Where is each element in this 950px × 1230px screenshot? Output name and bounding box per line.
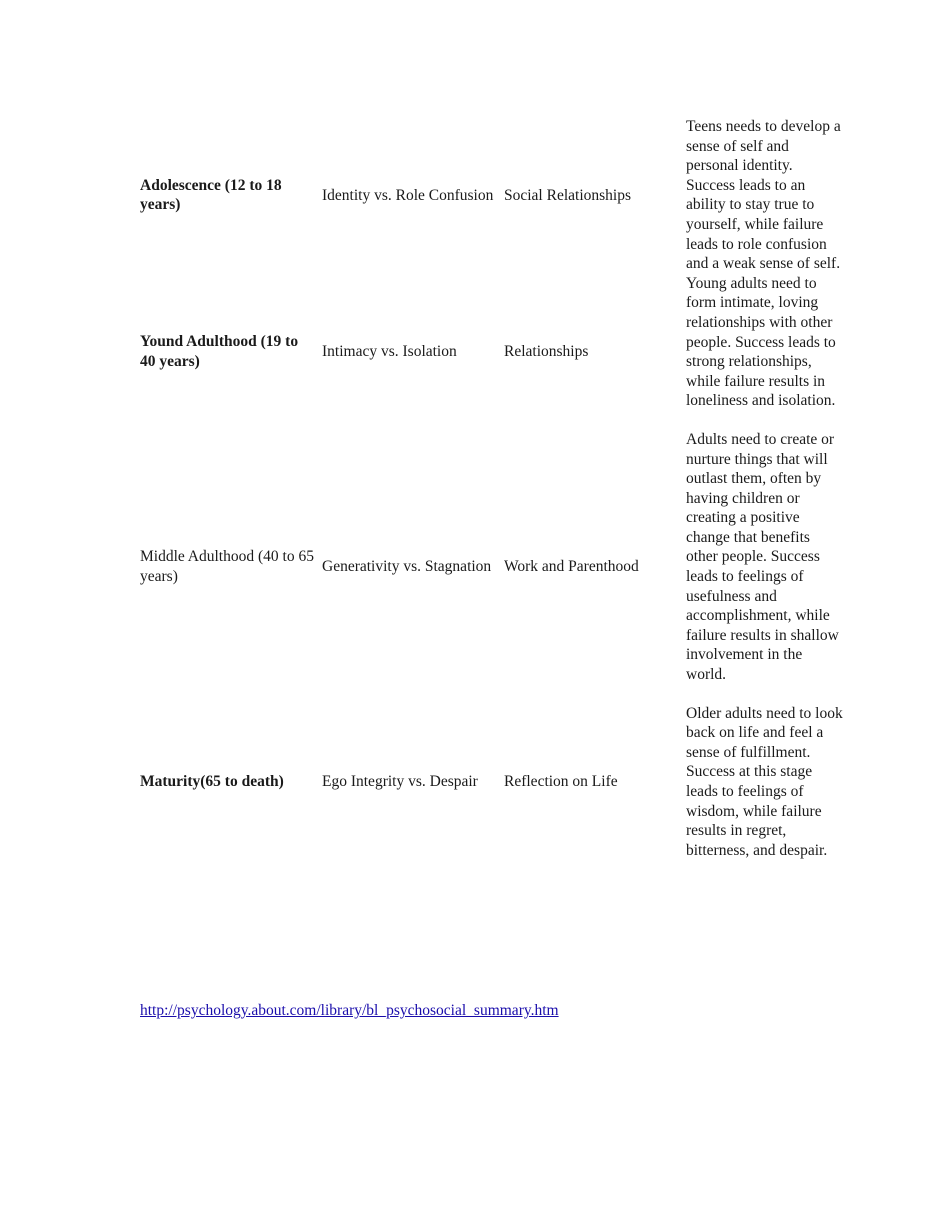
crisis-cell: Ego Integrity vs. Despair xyxy=(322,773,478,791)
crisis-cell: Generativity vs. Stagnation xyxy=(322,557,492,575)
event-cell: Relationships xyxy=(504,343,589,361)
table-row xyxy=(134,704,844,861)
table-row xyxy=(134,274,844,430)
table-row xyxy=(134,117,844,274)
stage-cell: Middle Adulthood (40 to 65 years) xyxy=(140,548,314,585)
event-cell: Social Relationships xyxy=(504,186,632,204)
stage-cell: Yound Adulthood (19 to 40 years) xyxy=(140,333,299,370)
table-row xyxy=(134,430,844,704)
event-cell: Reflection on Life xyxy=(504,773,618,791)
description-cell: Older adults need to look back on life and feel a sense of fulfillment. Success at this stage leads to feelings of wisdom, while failure results in regret, bitterness, and despair. xyxy=(686,704,843,859)
source-link[interactable]: http://psychology.about.com/library/bl_psychosocial_summary.htm xyxy=(140,1002,559,1019)
description-cell: Teens needs to develop a sense of self and personal identity. Success leads to an ability to stay true to yourself, while failure leads to role confusion and a weak sense of self. xyxy=(686,118,841,273)
stage-cell: Adolescence (12 to 18 years) xyxy=(140,176,282,214)
stage-cell: Maturity(65 to death) xyxy=(140,773,284,791)
description-cell: Young adults need to form intimate, loving relationships with other people. Success leads to strong relationships, while failure results in loneliness and isolation. xyxy=(686,274,836,410)
psychosocial-stages-table xyxy=(134,117,844,860)
description-cell: Adults need to create or nurture things that will outlast them, often by having children or creating a positive change that benefits other people. Success leads to feelings of usefulness and accomplishment, while failure results in shallow involvement in the world. xyxy=(686,430,839,684)
event-cell: Work and Parenthood xyxy=(504,557,639,575)
crisis-cell: Identity vs. Role Confusion xyxy=(322,186,494,204)
crisis-cell: Intimacy vs. Isolation xyxy=(322,343,457,361)
